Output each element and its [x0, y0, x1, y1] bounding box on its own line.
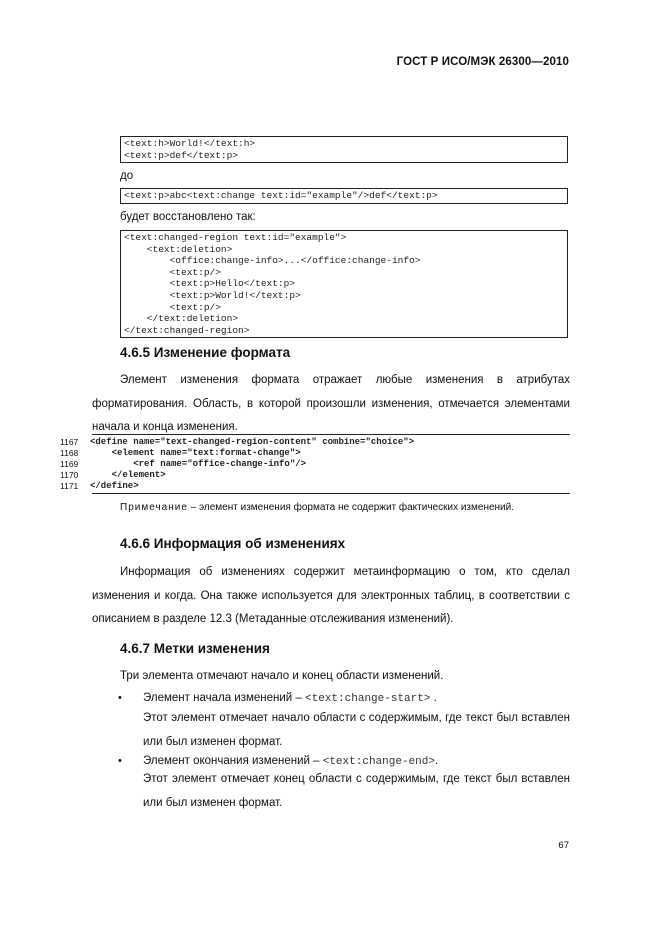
text-restored: будет восстановлено так:	[120, 211, 256, 223]
note-dash: –	[187, 502, 200, 513]
standard-header: ГОСТ Р ИСО/МЭК 26300—2010	[396, 56, 569, 68]
line-number: 1171	[60, 481, 79, 491]
paragraph-intro-4-6-7: Три элемента отмечают начало и конец области изменений.	[120, 670, 444, 682]
line-number: 1167	[60, 437, 79, 447]
listing-line: <element name="text:format-change">	[90, 448, 301, 458]
text-do: до	[120, 170, 134, 182]
code-line: <office:change-info>...</office:change-info>	[124, 255, 421, 267]
note-label: Примечание	[120, 502, 188, 513]
heading-4-6-6: 4.6.6 Информация об изменениях	[120, 536, 346, 551]
list-item-change-start	[143, 691, 437, 706]
paragraph-4-6-5: Элемент изменения формата отражает любые изменения в атрибутах форматирования. Область, в которой произошли изменения, отмечается элементами начала и конца изменения.	[92, 374, 570, 433]
listing-line: </element>	[90, 470, 166, 480]
list-item-label: Элемент окончания изменений –	[143, 755, 323, 767]
heading-4-6-7: 4.6.7 Метки изменения	[120, 641, 270, 656]
listing-line: <ref name="office-change-info"/>	[90, 459, 307, 469]
code-line: <text:deletion>	[124, 243, 233, 255]
code-line: </text:changed-region>	[124, 324, 250, 336]
code-line: </text:deletion>	[124, 313, 239, 325]
list-item-change-end	[143, 754, 438, 769]
paragraph-4-6-6: Информация об изменениях содержит метаинформацию о том, кто сделал изменения и когда. Она также используется для электронных таблиц, в соответствии с описанием в разделе 12.3 (Метаданные отслеживания изменений).	[92, 566, 570, 625]
note-text: элемент изменения формата не содержит фактических изменений.	[199, 502, 515, 513]
heading-4-6-5: 4.6.5 Изменение формата	[120, 345, 291, 360]
code-line: <text:p>World!</text:p>	[124, 289, 301, 301]
code-line: <text:p>def</text:p>	[124, 149, 239, 161]
line-number: 1169	[60, 459, 79, 469]
list-item-label: Элемент начала изменений –	[143, 692, 306, 704]
code-line: <text:p/>	[124, 301, 221, 313]
list-item-tail: .	[434, 755, 439, 767]
code-line: <text:p/>	[124, 266, 221, 278]
code-block-world	[120, 136, 568, 163]
line-number: 1170	[60, 470, 79, 480]
bullet-icon: •	[118, 755, 122, 767]
code-line: <text:p>abc<text:change text:id="example"/>def</text:p>	[124, 190, 438, 201]
code-line: <text:h>World!</text:h>	[124, 138, 256, 149]
page-number: 67	[558, 840, 569, 851]
line-number: 1168	[60, 448, 79, 458]
code-line: <text:changed-region text:id="example">	[124, 232, 347, 243]
listing-line: <define name="text-changed-region-content" combine="choice">	[90, 437, 415, 447]
note	[120, 502, 514, 513]
code-block-changed-region	[120, 230, 568, 338]
inline-code: <text:change-end>	[322, 756, 435, 768]
list-item-description: Этот элемент отмечает конец области с содержимым, где текст был вставлен или был изменен формат.	[143, 773, 570, 809]
code-line: <text:p>Hello</text:p>	[124, 278, 296, 290]
list-item-tail: .	[433, 692, 437, 704]
listing-top-rule	[92, 434, 570, 435]
list-item-description: Этот элемент отмечает начало области с содержимым, где текст был вставлен или был изменен формат.	[143, 712, 570, 748]
listing-bottom-rule	[92, 493, 570, 494]
inline-code: <text:change-start>	[305, 693, 431, 705]
bullet-icon: •	[118, 692, 122, 704]
listing-line: </define>	[90, 481, 139, 491]
code-block-change	[120, 188, 568, 204]
